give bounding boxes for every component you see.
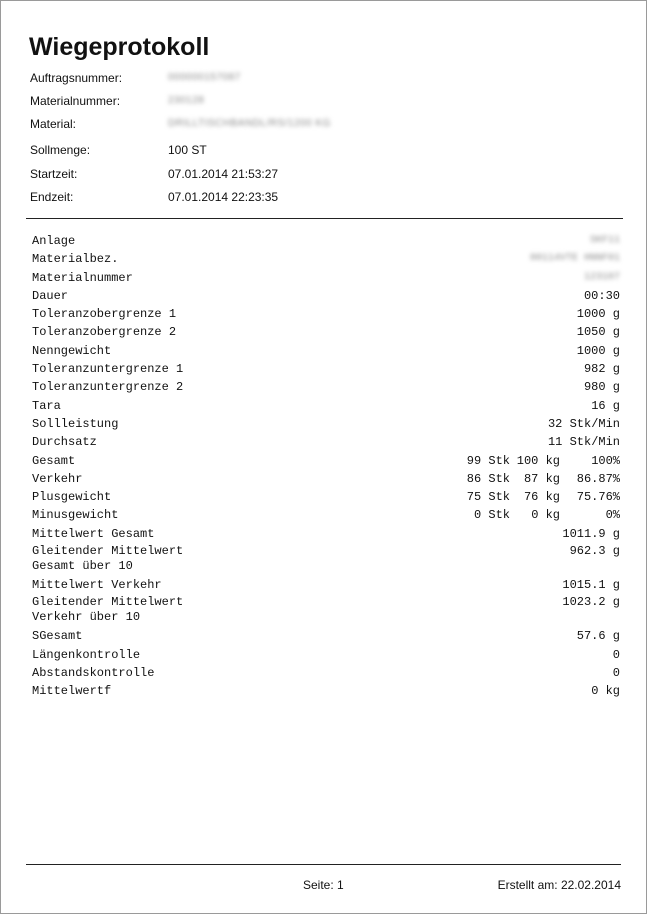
- header-row-sollmenge: [30, 141, 450, 159]
- table-row-anlage: [32, 232, 620, 250]
- table-row-mittelwert-verkehr: [32, 576, 620, 594]
- row-label-line2: Gesamt über 10: [32, 559, 133, 574]
- percent-value: 75.76%: [576, 490, 620, 505]
- table-row-nenngewicht: [32, 342, 620, 360]
- table-row-abstandskontrolle: [32, 664, 620, 682]
- table-row-toleranzuntergrenze-1: [32, 360, 620, 378]
- table-row-mittelwert-gesamt: [32, 525, 620, 543]
- table-row-minusgewicht: [32, 506, 620, 524]
- row-value: 1000 g: [576, 343, 620, 358]
- table-row-tara: [32, 397, 620, 415]
- header-row-startzeit: [30, 165, 450, 183]
- row-value: 1015.1 g: [562, 578, 620, 593]
- row-label-line1: Gleitender Mittelwert: [32, 595, 184, 610]
- row-label: [32, 595, 183, 625]
- row-label: Anlage: [32, 234, 76, 248]
- row-value: 982 g: [583, 362, 620, 377]
- row-label: Durchsatz: [32, 435, 97, 450]
- header-row-endzeit: [30, 188, 450, 206]
- weighing-table: [32, 232, 620, 701]
- material-value: DRILLTISCHBANDL/RS/1200 KG: [168, 118, 331, 129]
- table-row-gesamt: [32, 452, 620, 470]
- row-value: 0: [612, 665, 620, 680]
- table-row-gleitender-mittelwert-gesamt: [32, 543, 620, 576]
- stk-value: 99 Stk: [466, 453, 510, 468]
- endzeit-value: 07.01.2014 22:23:35: [168, 190, 279, 204]
- row-value: 00114VTE HNNF01: [529, 253, 620, 265]
- row-values: [462, 470, 620, 488]
- materialnummer-label: Materialnummer:: [30, 94, 121, 108]
- row-value: 980 g: [583, 380, 620, 395]
- stk-value: 75 Stk: [466, 490, 510, 505]
- row-label: Sollleistung: [32, 416, 119, 431]
- row-values: [462, 452, 620, 470]
- header-divider: [26, 218, 623, 219]
- row-label: Verkehr: [32, 471, 83, 486]
- row-values: [462, 488, 620, 506]
- materialnummer-value: 230128: [168, 95, 205, 106]
- page-number: Seite: 1: [303, 878, 344, 892]
- row-label: Minusgewicht: [32, 508, 119, 523]
- row-label-line2: Verkehr über 10: [32, 610, 141, 625]
- row-value: 0: [612, 647, 620, 662]
- table-row-dauer: [32, 287, 620, 305]
- row-label: Toleranzobergrenze 1: [32, 307, 177, 322]
- row-label-line1: Gleitender Mittelwert: [32, 544, 184, 559]
- row-value: 00:30: [583, 288, 620, 303]
- auftragsnummer-value: 000000157087: [168, 72, 241, 83]
- kg-value: 76 kg: [523, 490, 560, 505]
- row-value: SKF11: [589, 235, 620, 246]
- percent-value: 86.87%: [576, 471, 620, 486]
- row-label: Toleranzobergrenze 2: [32, 325, 177, 340]
- row-label: Längenkontrolle: [32, 647, 141, 662]
- auftragsnummer-label: Auftragsnummer:: [30, 71, 123, 85]
- table-row-durchsatz: [32, 433, 620, 451]
- row-label: Materialbez.: [32, 252, 119, 267]
- row-value: 962.3 g: [569, 544, 620, 559]
- table-row-mittelwertf: [32, 682, 620, 700]
- sollmenge-label: Sollmenge:: [30, 143, 91, 157]
- table-row-gleitender-mittelwert-verkehr: [32, 594, 620, 627]
- row-label: Toleranzuntergrenze 1: [32, 362, 184, 377]
- footer-divider: [26, 864, 621, 865]
- row-value: 1000 g: [576, 307, 620, 322]
- kg-value: 100 kg: [516, 453, 560, 468]
- startzeit-value: 07.01.2014 21:53:27: [168, 167, 279, 181]
- row-value: 1023.2 g: [562, 595, 620, 610]
- row-label: Abstandskontrolle: [32, 665, 155, 680]
- header-row-material: [30, 115, 450, 133]
- percent-value: 100%: [591, 453, 620, 468]
- header-row-auftragsnummer: [30, 69, 450, 87]
- table-row-materialnummer: [32, 269, 620, 287]
- material-label: Material:: [30, 117, 77, 131]
- table-row-sgesamt: [32, 627, 620, 645]
- row-value: 0 kg: [591, 684, 620, 699]
- row-label: Nenngewicht: [32, 343, 112, 358]
- table-row-sollleistung: [32, 415, 620, 433]
- percent-value: 0%: [605, 508, 620, 523]
- table-row-laengenkontrolle: [32, 646, 620, 664]
- kg-value: 0 kg: [531, 508, 560, 523]
- table-row-toleranzobergrenze-1: [32, 305, 620, 323]
- row-value: 11 Stk/Min: [547, 435, 620, 450]
- row-values: [462, 506, 620, 524]
- header-row-materialnummer: [30, 92, 450, 110]
- row-value: 16 g: [591, 398, 620, 413]
- table-row-plusgewicht: [32, 488, 620, 506]
- endzeit-label: Endzeit:: [30, 190, 74, 204]
- row-label: Toleranzuntergrenze 2: [32, 380, 184, 395]
- sollmenge-value: 100 ST: [168, 143, 207, 157]
- row-label: Dauer: [32, 288, 69, 303]
- stk-value: 0 Stk: [473, 508, 510, 523]
- row-value: 1011.9 g: [562, 526, 620, 541]
- table-row-verkehr: [32, 470, 620, 488]
- row-value: 32 Stk/Min: [547, 416, 620, 431]
- row-label: [32, 544, 183, 574]
- created-date: Erstellt am: 22.02.2014: [497, 878, 621, 892]
- document-title: Wiegeprotokoll: [29, 33, 210, 61]
- row-label: Mittelwert Verkehr: [32, 578, 162, 593]
- row-label: Materialnummer: [32, 270, 133, 285]
- row-label: Mittelwertf: [32, 684, 112, 699]
- row-value: 1050 g: [576, 325, 620, 340]
- stk-value: 86 Stk: [466, 471, 510, 486]
- startzeit-label: Startzeit:: [30, 167, 78, 181]
- kg-value: 87 kg: [523, 471, 560, 486]
- table-row-toleranzuntergrenze-2: [32, 378, 620, 396]
- row-label: Tara: [32, 398, 61, 413]
- table-row-materialbez: [32, 250, 620, 268]
- row-label: Gesamt: [32, 453, 76, 468]
- row-value: 123107: [583, 271, 620, 283]
- row-value: 57.6 g: [576, 629, 620, 644]
- table-row-toleranzobergrenze-2: [32, 323, 620, 341]
- row-label: Plusgewicht: [32, 490, 112, 505]
- row-label: Mittelwert Gesamt: [32, 526, 155, 541]
- row-label: SGesamt: [32, 629, 83, 644]
